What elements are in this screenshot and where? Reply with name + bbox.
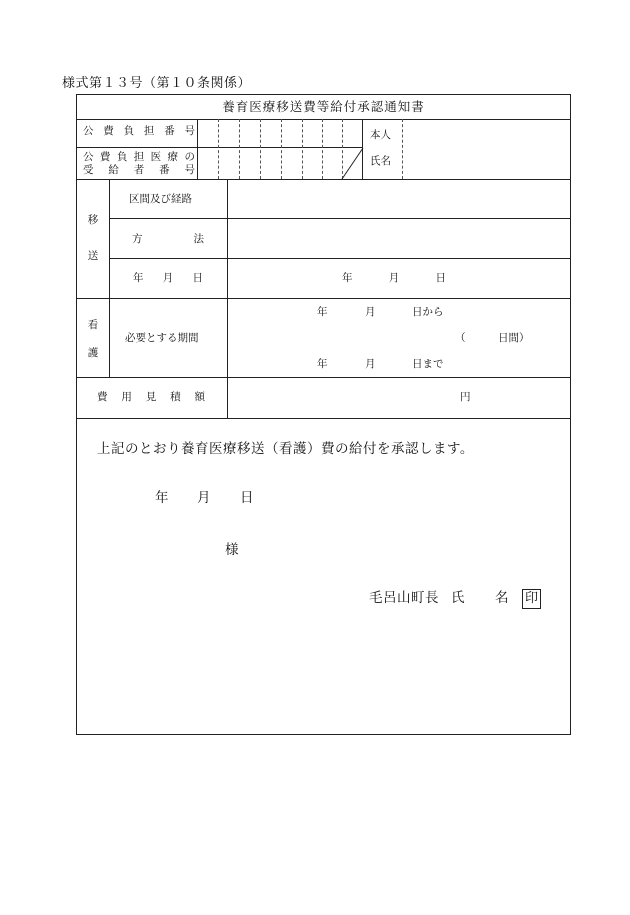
estimate-label [97, 392, 205, 403]
signer-name-label-2: 名 [495, 590, 509, 606]
char: 担 [133, 151, 145, 163]
divider [77, 179, 570, 180]
char: 給 [108, 164, 119, 176]
divider [77, 418, 570, 419]
char: 積 [170, 391, 181, 403]
form-number-label: 様式第１３号（第１０条関係） [62, 76, 252, 91]
period-label: 必要とする期間 [125, 332, 199, 344]
char: 公 [83, 151, 94, 163]
digit-cell-divider [239, 119, 240, 179]
digit-cell-divider [260, 119, 261, 179]
date-month: 月 [388, 272, 400, 284]
char: 号 [184, 125, 195, 137]
char: 号 [184, 164, 195, 176]
period-from-month: 月 [365, 306, 376, 318]
char: 負 [116, 151, 128, 163]
char: 費 [99, 151, 111, 163]
days-open-paren: （ [455, 332, 466, 344]
char: 担 [143, 125, 155, 137]
signer-title: 毛呂山町長 [369, 590, 439, 606]
char: 年 [133, 272, 144, 284]
char: 法 [193, 233, 204, 245]
char: 医 [150, 151, 162, 163]
period-to-day: 日まで [412, 358, 444, 370]
divider [109, 179, 110, 377]
name-label: 氏名 [370, 155, 391, 167]
public-expense-number-label [83, 126, 195, 137]
divider [197, 119, 198, 179]
digit-cell-divider [322, 119, 323, 179]
char: 負 [123, 125, 135, 137]
seal-mark: 印 [522, 589, 541, 609]
route-label: 区間及び経路 [129, 193, 192, 205]
divider [227, 179, 228, 419]
char: 月 [162, 272, 174, 284]
days-label: 日間） [498, 332, 530, 344]
transport-section-label [77, 215, 109, 261]
char: 見 [145, 391, 157, 403]
divider [77, 119, 570, 120]
approval-statement: 上記のとおり養育医療移送（看護）費の給付を承認します。 [97, 441, 474, 457]
transport-date-value [342, 273, 446, 284]
char: 公 [83, 125, 94, 137]
notice-date-day: 日 [240, 490, 254, 506]
char: 費 [103, 125, 114, 137]
char: 番 [164, 125, 175, 137]
date-day: 日 [435, 272, 446, 284]
char: 受 [83, 164, 94, 176]
divider [77, 377, 570, 378]
period-from-day: 日から [412, 306, 444, 318]
period-from-year: 年 [317, 306, 328, 318]
digit-cell-divider [218, 119, 219, 179]
char: 療 [167, 151, 179, 163]
addressee-suffix: 様 [225, 542, 239, 558]
method-label [132, 234, 204, 245]
divider [109, 218, 570, 219]
char: 者 [133, 164, 145, 176]
char: 護 [87, 346, 99, 359]
divider [77, 147, 362, 148]
divider [109, 258, 570, 259]
char: の [184, 151, 195, 163]
notice-date-month: 月 [197, 490, 211, 506]
recipient-number-label-line2 [83, 165, 195, 176]
digit-cell-divider [302, 119, 303, 179]
period-to-year: 年 [317, 358, 328, 370]
char: 費 [97, 391, 108, 403]
recipient-number-label-line1 [83, 152, 195, 163]
date-year: 年 [342, 272, 353, 284]
form-title: 養育医療移送費等給付承認通知書 [222, 99, 425, 114]
char: 番 [159, 164, 170, 176]
char: 額 [194, 391, 205, 403]
digit-cell-divider [281, 119, 282, 179]
person-label: 本人 [370, 129, 391, 141]
char: 用 [121, 391, 132, 403]
transport-date-label [133, 273, 203, 284]
yen-unit: 円 [460, 391, 471, 403]
char: 日 [192, 272, 203, 284]
signer-name-label-1: 氏 [451, 590, 465, 606]
char: 送 [87, 249, 99, 262]
divider [362, 119, 363, 179]
name-cell-divider [402, 119, 403, 179]
nursing-section-label [77, 320, 109, 358]
divider [77, 298, 570, 299]
char: 看 [87, 319, 99, 331]
notice-form [76, 94, 571, 735]
period-to-month: 月 [365, 358, 376, 370]
notice-date-year: 年 [155, 490, 169, 506]
char: 移 [87, 214, 99, 226]
char: 方 [132, 233, 143, 245]
